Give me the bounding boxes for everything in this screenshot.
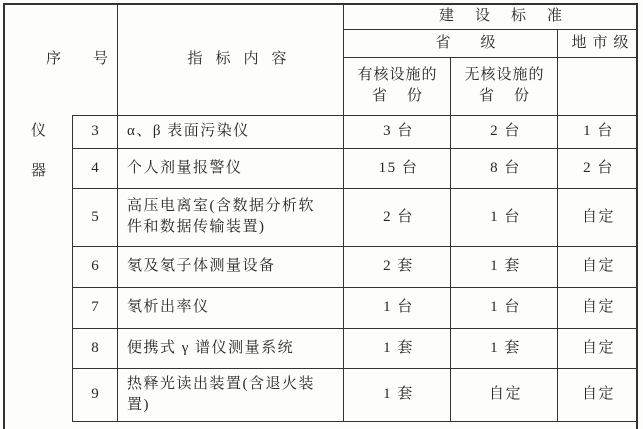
row4-with-nuclear-value: 15 台 [378, 159, 419, 176]
row7-serial: 7 [91, 299, 99, 315]
row5-without-nuclear-value: 1 台 [490, 208, 521, 225]
header-provincial-level: 省级 [435, 34, 526, 51]
category-instruments-char2: 器 [30, 162, 46, 179]
row7-municipal-value: 自定 [581, 299, 615, 315]
row4-without-nuclear-value: 8 台 [490, 159, 521, 176]
header-construction-standard: 建设标准 [438, 7, 583, 24]
row5-indicator-line1: 高压电离室(含数据分析软 [127, 198, 315, 214]
row6-indicator: 氡及氡子体测量设备 [127, 258, 276, 274]
row6-municipal-value: 自定 [581, 258, 615, 274]
row7-indicator: 氡析出率仪 [127, 299, 210, 315]
row9-indicator-line2: 置) [127, 396, 150, 413]
row4-municipal-value: 2 台 [583, 159, 614, 176]
row9-municipal-value: 自定 [581, 386, 615, 402]
header-with-nuclear-line1: 有核设施的 [357, 67, 438, 83]
row5-indicator-line2: 件和数据传输装置) [127, 219, 266, 235]
row8-without-nuclear-value: 1 套 [490, 339, 521, 356]
row8-serial: 8 [91, 339, 99, 356]
row7-with-nuclear-value: 1 台 [383, 299, 414, 315]
row8-municipal-value: 自定 [581, 339, 615, 356]
header-without-nuclear-line2: 省份 [478, 88, 549, 104]
row3-municipal-value: 1 台 [583, 123, 614, 139]
row8-with-nuclear-value: 1 套 [383, 339, 414, 356]
row9-with-nuclear-value: 1 套 [383, 386, 414, 402]
header-without-nuclear-line1: 无核设施的 [464, 67, 545, 83]
row6-with-nuclear-value: 2 套 [383, 258, 414, 274]
header-provinces-without-nuclear [451, 57, 557, 115]
row3-indicator: α、β 表面污染仪 [127, 123, 250, 139]
header-municipal-level: 地市级 [571, 34, 635, 51]
row6-without-nuclear-value: 1 套 [490, 258, 521, 274]
row7-without-nuclear-value: 1 台 [490, 299, 521, 315]
header-serial-number: 序号 [45, 50, 140, 67]
row5-municipal-value: 自定 [581, 208, 615, 225]
row5-with-nuclear-value: 2 台 [383, 208, 414, 225]
row3-with-nuclear-value: 3 台 [383, 123, 414, 139]
row9-without-nuclear-value: 自定 [488, 386, 522, 402]
row6-serial: 6 [91, 258, 99, 274]
category-instruments-char1: 仪 [30, 122, 46, 139]
row4-serial: 4 [91, 159, 99, 176]
row5-serial: 5 [91, 208, 99, 225]
header-provinces-with-nuclear [344, 57, 450, 115]
rule-row9-bottom [72, 421, 636, 422]
row8-indicator: 便携式 γ 谱仪测量系统 [127, 339, 295, 356]
row9-serial: 9 [91, 386, 99, 402]
row3-without-nuclear-value: 2 台 [490, 123, 521, 139]
row4-indicator: 个人剂量报警仪 [127, 159, 243, 176]
row9-indicator [118, 368, 343, 421]
row3-serial: 3 [91, 123, 99, 139]
row9-indicator-line1: 热释光读出装置(含退火装 [127, 375, 315, 392]
header-indicator-content: 指标内容 [187, 50, 300, 67]
row5-indicator [118, 188, 343, 246]
header-with-nuclear-line2: 省份 [371, 88, 442, 104]
